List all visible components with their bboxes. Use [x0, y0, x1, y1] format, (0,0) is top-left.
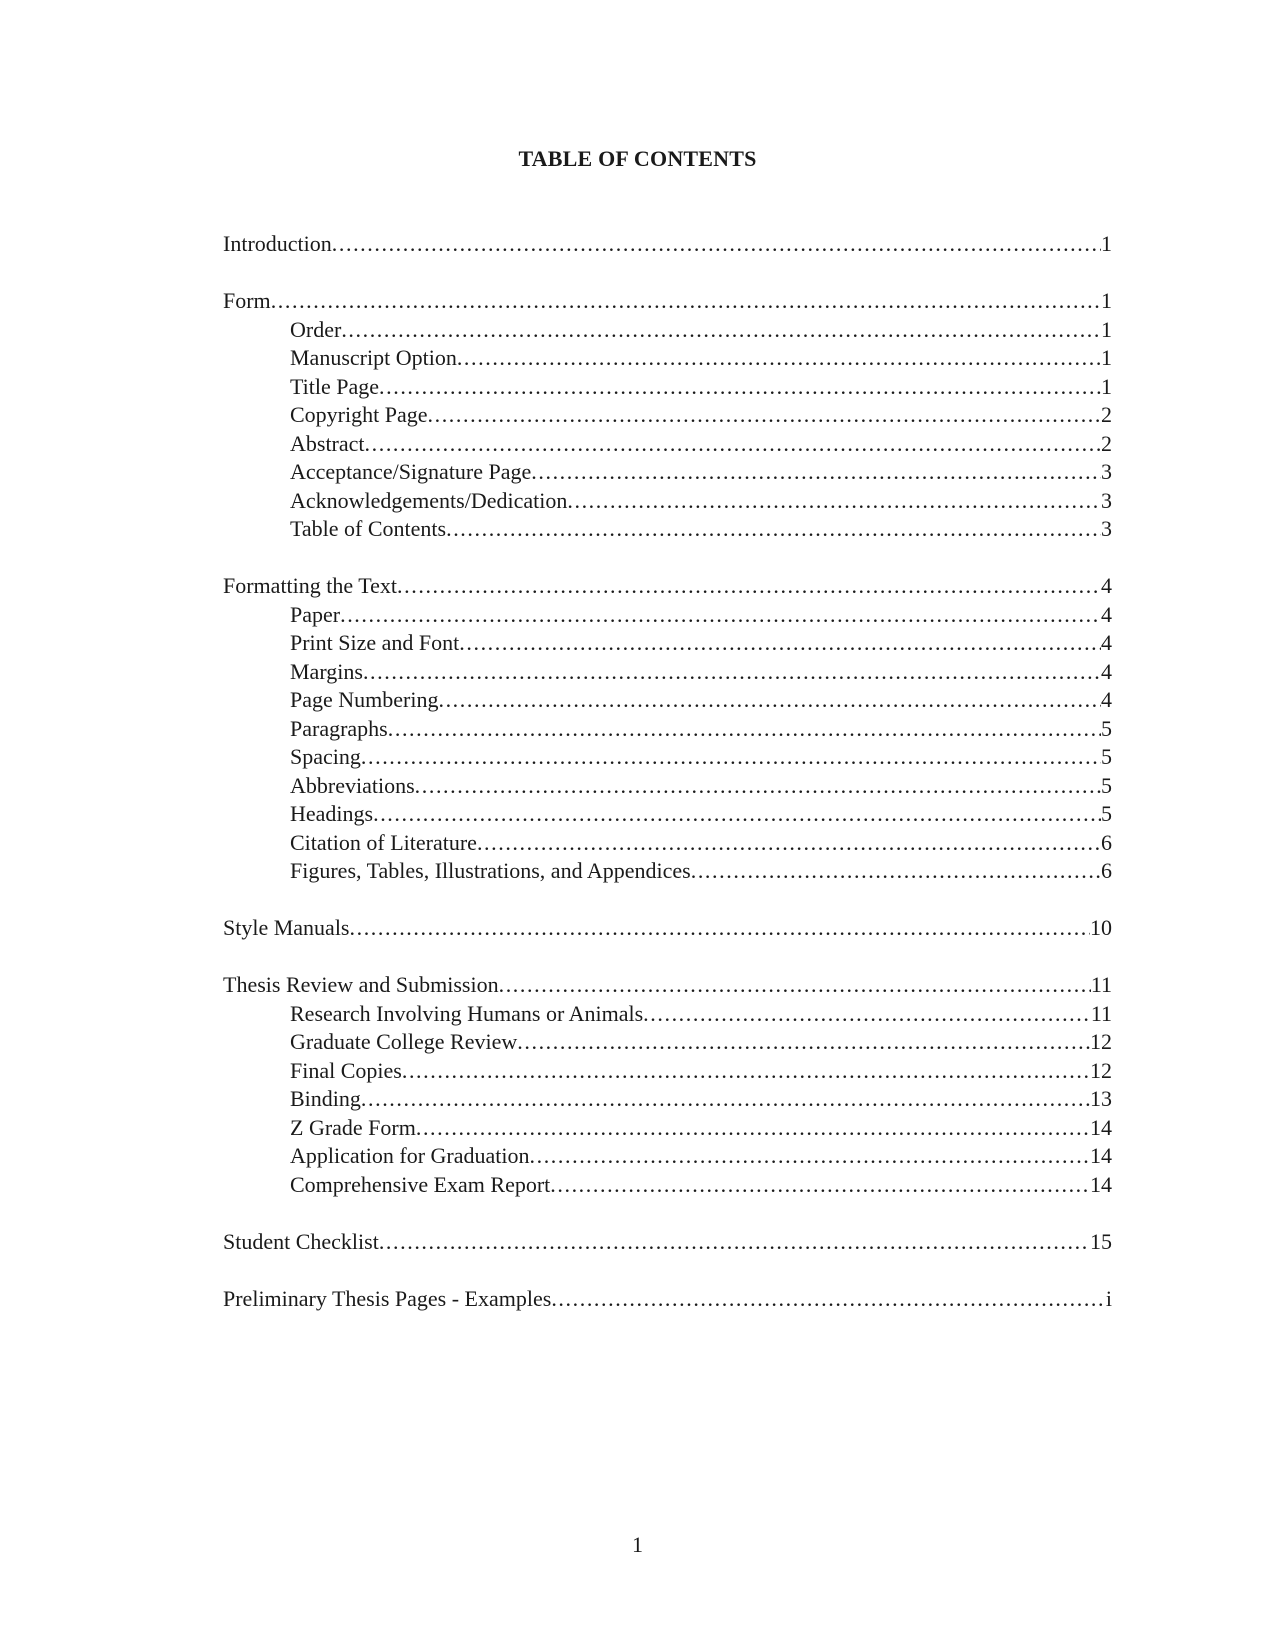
- toc-subentry: [223, 686, 1112, 715]
- toc-dot-leader: [551, 1285, 1106, 1314]
- toc-dot-leader: [361, 1085, 1090, 1114]
- toc-dot-leader: [499, 971, 1091, 1000]
- toc-entry-page-number: 5: [1101, 772, 1112, 798]
- toc-entry-label: Copyright Page: [290, 402, 428, 427]
- toc-entry-page-number: i: [1105, 1285, 1112, 1311]
- toc-entry: [223, 914, 1112, 943]
- toc-entry-label: Form: [223, 288, 271, 313]
- toc-dot-leader: [643, 1000, 1091, 1029]
- toc-entry: [223, 287, 1112, 316]
- toc-entry-page-number: 2: [1101, 402, 1112, 427]
- toc-entry-page-number: 3: [1101, 487, 1112, 513]
- toc-entry-label: Title Page: [290, 373, 380, 399]
- toc-subentry: [223, 1085, 1112, 1114]
- toc-entry-label: Application for Graduation: [290, 1143, 530, 1168]
- toc-entry-label: Order: [290, 316, 342, 342]
- toc-entry-page-number: 10: [1090, 915, 1112, 940]
- toc-dot-leader: [397, 572, 1101, 601]
- toc-subentry: [223, 316, 1112, 345]
- toc-subentry: [223, 743, 1112, 772]
- toc-entry-page-number: 14: [1090, 1143, 1112, 1168]
- toc-dot-leader: [379, 373, 1101, 402]
- toc-entry-label: Binding: [290, 1086, 361, 1111]
- toc-entry-page-number: 1: [1101, 345, 1112, 370]
- toc-dot-leader: [457, 344, 1101, 373]
- toc-entry-page-number: 4: [1101, 630, 1112, 655]
- toc-dot-leader: [340, 601, 1101, 630]
- toc-dot-leader: [567, 487, 1101, 516]
- toc-subentry: [223, 515, 1112, 544]
- toc-subentry: [223, 458, 1112, 487]
- toc-entry-label: Acceptance/Signature Page: [290, 459, 532, 484]
- toc-entry: [223, 1228, 1112, 1257]
- toc-entry-page-number: 1: [1101, 316, 1112, 342]
- toc-entry-label: Paragraphs: [290, 715, 388, 741]
- toc-entry-page-number: 13: [1090, 1086, 1112, 1111]
- toc-entry-label: Abbreviations: [290, 772, 415, 798]
- toc-subentry: [223, 1114, 1112, 1143]
- toc-entry-page-number: 1: [1101, 373, 1112, 399]
- toc-dot-leader: [438, 686, 1101, 715]
- toc-entry-label: Table of Contents: [290, 516, 447, 541]
- toc-entry-label: Manuscript Option: [290, 345, 457, 370]
- toc-subentry: [223, 772, 1112, 801]
- toc-entry-page-number: 11: [1090, 1000, 1112, 1026]
- toc-entry-label: Comprehensive Exam Report: [290, 1171, 551, 1197]
- toc-entry-label: Margins: [290, 658, 363, 684]
- toc-dot-leader: [691, 857, 1101, 886]
- toc-subentry: [223, 1171, 1112, 1200]
- page-number: 1: [632, 1532, 643, 1557]
- toc-entry-label: Preliminary Thesis Pages - Examples: [223, 1285, 552, 1311]
- toc-entry-page-number: 4: [1101, 573, 1112, 598]
- toc-entry-page-number: 14: [1090, 1171, 1112, 1197]
- toc-subentry: [223, 344, 1112, 373]
- toc-entry-page-number: 5: [1101, 801, 1112, 826]
- toc-entry-label: Spacing: [290, 744, 361, 769]
- toc-dot-leader: [415, 772, 1101, 801]
- page-title: TABLE OF CONTENTS: [518, 146, 757, 171]
- toc-entry-page-number: 12: [1090, 1029, 1112, 1054]
- toc-subentry: [223, 800, 1112, 829]
- toc-dot-leader: [531, 458, 1101, 487]
- toc-subentry: [223, 1057, 1112, 1086]
- toc-entry-page-number: 11: [1090, 972, 1112, 997]
- toc-dot-leader: [459, 629, 1101, 658]
- toc-dot-leader: [373, 800, 1101, 829]
- toc-entry: [223, 572, 1112, 601]
- toc-entry-page-number: 3: [1101, 459, 1112, 484]
- toc-dot-leader: [530, 1142, 1091, 1171]
- toc-dot-leader: [365, 430, 1101, 459]
- toc-entry-page-number: 15: [1090, 1228, 1112, 1254]
- toc-dot-leader: [379, 1228, 1090, 1257]
- toc-entry-label: Style Manuals: [223, 915, 350, 940]
- toc-subentry: [223, 629, 1112, 658]
- toc-dot-leader: [477, 829, 1101, 858]
- toc-entry-label: Research Involving Humans or Animals: [290, 1000, 644, 1026]
- toc-entry-label: Thesis Review and Submission: [223, 972, 499, 997]
- toc-entry: [223, 971, 1112, 1000]
- toc-subentry: [223, 373, 1112, 402]
- toc-entry-label: Introduction: [223, 231, 332, 256]
- toc-entry: [223, 230, 1112, 259]
- toc-entry-page-number: 12: [1090, 1057, 1112, 1083]
- toc-entry-page-number: 1: [1101, 231, 1112, 256]
- toc-entry-label: Acknowledgements/Dedication: [290, 487, 568, 513]
- toc-entry-label: Figures, Tables, Illustrations, and Appendices: [290, 858, 691, 883]
- toc-dot-leader: [332, 230, 1101, 259]
- toc-dot-leader: [341, 316, 1101, 345]
- toc-entry-label: Paper: [290, 601, 341, 627]
- toc-entry-label: Headings: [290, 801, 374, 826]
- toc-subentry: [223, 715, 1112, 744]
- toc-dot-leader: [350, 914, 1091, 943]
- toc-entry: [223, 1285, 1112, 1314]
- toc-entry-page-number: 5: [1101, 744, 1112, 769]
- toc-entry-page-number: 14: [1090, 1114, 1112, 1140]
- toc-entry-page-number: 4: [1101, 601, 1112, 627]
- toc-subentry: [223, 1000, 1112, 1029]
- table-of-contents-list: [223, 230, 1112, 1313]
- toc-dot-leader: [446, 515, 1101, 544]
- toc-subentry: [223, 430, 1112, 459]
- toc-entry-page-number: 4: [1101, 658, 1112, 684]
- toc-dot-leader: [428, 401, 1102, 430]
- toc-entry-label: Graduate College Review: [290, 1029, 518, 1054]
- toc-entry-page-number: 5: [1101, 715, 1112, 741]
- toc-dot-leader: [416, 1114, 1090, 1143]
- toc-entry-label: Formatting the Text: [223, 573, 398, 598]
- toc-subentry: [223, 1028, 1112, 1057]
- toc-subentry: [223, 857, 1112, 886]
- toc-entry-page-number: 3: [1101, 516, 1112, 541]
- toc-entry-page-number: 4: [1101, 687, 1112, 712]
- toc-dot-leader: [363, 658, 1101, 687]
- toc-entry-page-number: 2: [1101, 430, 1112, 456]
- toc-subentry: [223, 601, 1112, 630]
- toc-dot-leader: [271, 287, 1101, 316]
- toc-entry-label: Citation of Literature: [290, 829, 477, 855]
- toc-dot-leader: [361, 743, 1101, 772]
- toc-subentry: [223, 658, 1112, 687]
- toc-entry-label: Page Numbering: [290, 687, 439, 712]
- toc-entry-label: Student Checklist: [223, 1228, 379, 1254]
- toc-entry-label: Final Copies: [290, 1057, 402, 1083]
- toc-entry-page-number: 1: [1101, 288, 1112, 313]
- toc-dot-leader: [402, 1057, 1090, 1086]
- toc-subentry: [223, 487, 1112, 516]
- toc-subentry: [223, 1142, 1112, 1171]
- toc-dot-leader: [388, 715, 1101, 744]
- toc-subentry: [223, 829, 1112, 858]
- toc-dot-leader: [517, 1028, 1090, 1057]
- toc-entry-page-number: 6: [1101, 858, 1112, 883]
- toc-entry-page-number: 6: [1101, 829, 1112, 855]
- toc-entry-label: Z Grade Form: [290, 1114, 416, 1140]
- toc-entry-label: Abstract: [290, 430, 365, 456]
- toc-subentry: [223, 401, 1112, 430]
- toc-dot-leader: [550, 1171, 1090, 1200]
- toc-entry-label: Print Size and Font: [290, 630, 460, 655]
